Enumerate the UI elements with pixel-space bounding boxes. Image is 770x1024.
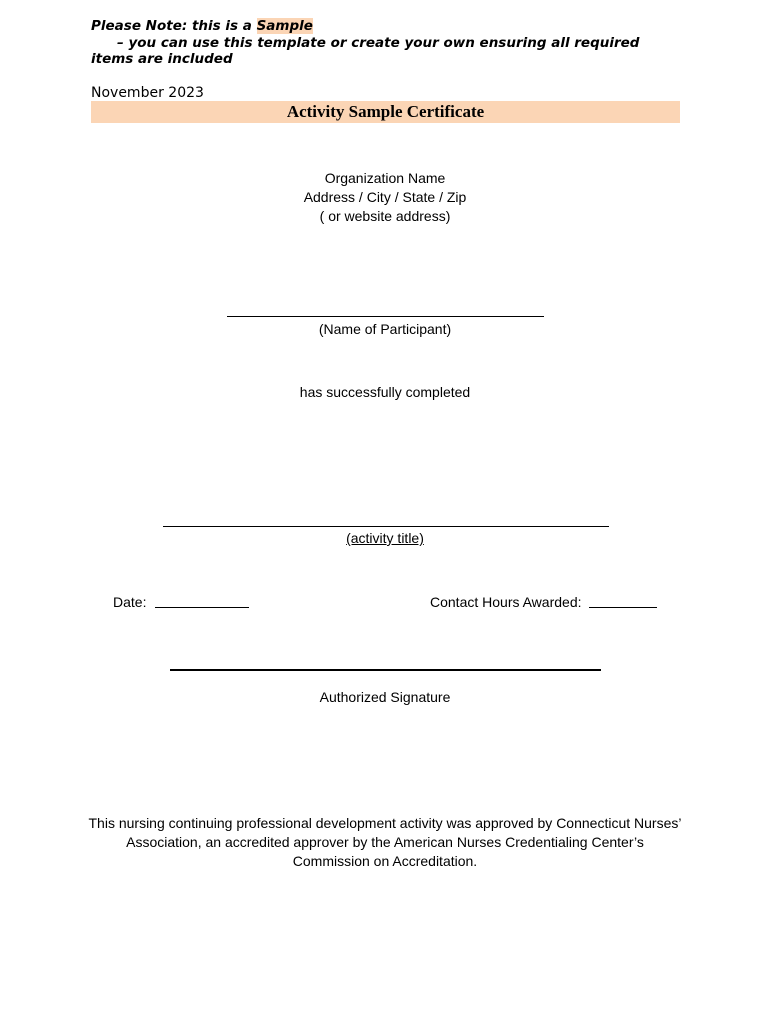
accreditation-line3: Commission on Accreditation.: [292, 853, 478, 869]
signature-line: [170, 669, 601, 671]
organization-block: [0, 169, 770, 226]
date-line: [155, 607, 249, 608]
activity-label-wrap: [0, 529, 770, 548]
activity-title-line: [163, 526, 609, 527]
certificate-title: Activity Sample Certificate: [91, 101, 680, 123]
sample-note-line2: – you can use this template or create your own ensuring all required: [117, 34, 640, 51]
activity-label: (activity title): [346, 530, 424, 546]
note-highlight: Sample: [256, 18, 313, 34]
participant-label: (Name of Participant): [318, 321, 452, 337]
contact-hours-label: Contact Hours Awarded:: [430, 594, 582, 610]
participant-name-line: [227, 316, 544, 317]
organization-website: ( or website address): [319, 208, 451, 224]
contact-hours-line: [589, 607, 657, 608]
sample-note-line3: items are included: [91, 51, 233, 67]
organization-address: Address / City / State / Zip: [303, 189, 467, 205]
note-prefix: Please Note: this is a: [91, 18, 257, 34]
accreditation-line1: This nursing continuing professional development activity was approved by Connecticut Nurses’: [88, 815, 682, 831]
organization-name: Organization Name: [324, 170, 446, 186]
accreditation-line2: Association, an accredited approver by the American Nurses Credentialing Center’s: [126, 834, 644, 850]
date-label: Date:: [113, 594, 147, 610]
sample-note-line1: [91, 18, 691, 35]
sample-note: [91, 18, 691, 68]
accreditation-statement: [0, 814, 770, 871]
document-date: November 2023: [91, 85, 204, 101]
completed-text: has successfully completed: [299, 384, 471, 400]
signature-label: Authorized Signature: [319, 689, 451, 705]
